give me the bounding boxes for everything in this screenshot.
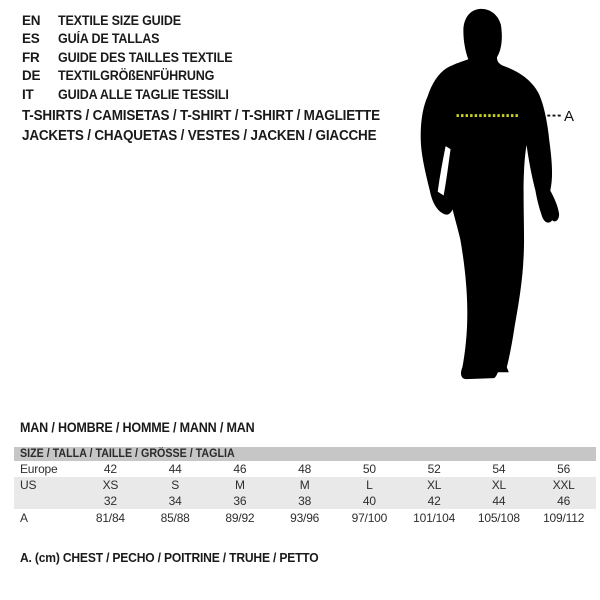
- size-cell: 97/100: [351, 510, 388, 525]
- language-code: EN: [22, 12, 41, 28]
- size-cell: 50: [362, 462, 376, 476]
- language-text: GUIDA ALLE TAGLIE TESSILI: [58, 86, 229, 102]
- language-text: TEXTILGRÖßENFÜHRUNG: [58, 68, 215, 84]
- size-cell: 85/88: [160, 510, 190, 525]
- row-label: Europe: [20, 462, 58, 476]
- size-cell: 101/104: [413, 510, 456, 525]
- size-cell: XXL: [552, 478, 575, 492]
- size-cell: S: [171, 478, 180, 492]
- size-cell: 56: [557, 462, 571, 476]
- size-cell: 48: [298, 462, 312, 476]
- size-cell: XS: [102, 478, 119, 492]
- language-row-it: [22, 85, 246, 104]
- man-silhouette-svg: [405, 5, 580, 390]
- size-cell: 52: [427, 462, 441, 476]
- size-cell: 36: [233, 494, 247, 508]
- size-cell: M: [299, 478, 310, 492]
- size-cell: 89/92: [225, 510, 255, 525]
- size-table-body: [14, 461, 596, 526]
- size-cell: 105/108: [477, 510, 520, 525]
- size-cell: 44: [492, 494, 506, 508]
- category-line-tshirts-text: T-SHIRTS / CAMISETAS / T-SHIRT / T-SHIRT / MAGLIETTE: [22, 108, 380, 124]
- size-cell: 42: [427, 494, 441, 508]
- size-cell: 81/84: [95, 510, 125, 525]
- size-cell: 44: [168, 462, 182, 476]
- size-cell: XL: [426, 478, 442, 492]
- language-list: [22, 11, 246, 104]
- size-table-row-europe: [14, 461, 596, 477]
- language-row-de: [22, 67, 246, 86]
- language-row-en: [22, 11, 246, 30]
- size-cell: L: [366, 478, 373, 492]
- measurement-footnote: [20, 550, 341, 565]
- language-code: ES: [22, 31, 40, 47]
- category-lines: [22, 106, 407, 146]
- size-cell: 40: [362, 494, 376, 508]
- size-cell: M: [234, 478, 245, 492]
- size-cell: 93/96: [290, 510, 320, 525]
- language-text: GUIDE DES TAILLES TEXTILE: [58, 49, 233, 65]
- row-label: US: [20, 478, 37, 492]
- language-code: IT: [22, 86, 34, 102]
- size-cell: 54: [492, 462, 506, 476]
- size-table-header: [14, 447, 596, 461]
- language-code: DE: [22, 68, 41, 84]
- size-cell: 32: [103, 494, 117, 508]
- size-table-row-us: [14, 477, 596, 493]
- man-silhouette-figure: [405, 5, 580, 390]
- language-text: TEXTILE SIZE GUIDE: [58, 12, 181, 28]
- measure-label-a: A: [564, 108, 575, 125]
- size-cell: 42: [103, 462, 117, 476]
- category-line-jackets: [22, 126, 407, 146]
- section-title-man: [20, 420, 272, 435]
- section-title-text: MAN / HOMBRE / HOMME / MANN / MAN: [20, 420, 255, 435]
- row-label: A: [20, 510, 28, 525]
- size-cell: 34: [168, 494, 182, 508]
- language-row-fr: [22, 48, 246, 67]
- language-text: GUÍA DE TALLAS: [58, 31, 160, 47]
- size-table: [14, 447, 596, 526]
- size-table-row-a: [14, 509, 596, 526]
- measurement-footnote-text: A. (cm) CHEST / PECHO / POITRINE / TRUHE / PETTO: [20, 550, 319, 565]
- size-cell: 109/112: [543, 510, 585, 525]
- category-line-tshirts: [22, 106, 407, 126]
- size-table-row-numeric: [14, 493, 596, 509]
- size-cell: 46: [233, 462, 247, 476]
- size-table-header-text: SIZE / TALLA / TAILLE / GRÖSSE / TAGLIA: [20, 448, 235, 460]
- size-cell: 38: [298, 494, 312, 508]
- language-row-es: [22, 30, 246, 49]
- category-line-jackets-text: JACKETS / CHAQUETAS / VESTES / JACKEN / GIACCHE: [22, 128, 377, 144]
- size-cell: 46: [557, 494, 571, 508]
- language-code: FR: [22, 49, 40, 65]
- size-cell: XL: [491, 478, 507, 492]
